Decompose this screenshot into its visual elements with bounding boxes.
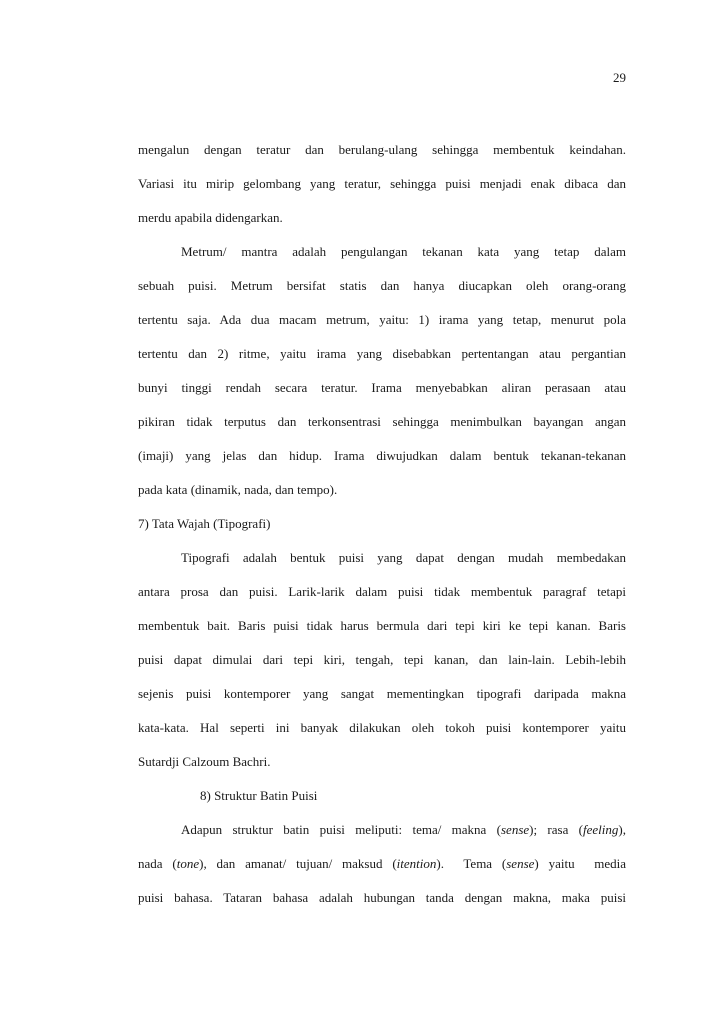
text-line: Sutardji Calzoum Bachri. — [138, 754, 271, 769]
term-italic: itention — [396, 856, 437, 871]
term-italic: tone — [176, 856, 200, 871]
text-line: tertentu dan 2) ritme, yaitu irama yang disebabkan pertentangan atau pergantian — [138, 346, 626, 361]
section-heading: 8) Struktur Batin Puisi — [200, 788, 318, 803]
text-line: tertentu saja. Ada dua macam metrum, yaitu: 1) irama yang tetap, menurut pola — [138, 312, 626, 327]
text-line: kata-kata. Hal seperti ini banyak dilakukan oleh tokoh puisi kontemporer yaitu — [138, 720, 626, 735]
text-line: Variasi itu mirip gelombang yang teratur, sehingga puisi menjadi enak dibaca dan — [138, 176, 626, 191]
section-heading: 7) Tata Wajah (Tipografi) — [138, 516, 271, 531]
text-line: membentuk bait. Baris puisi tidak harus bermula dari tepi kiri ke tepi kanan. Baris — [138, 618, 626, 633]
text-line: antara prosa dan puisi. Larik-larik dalam puisi tidak membentuk paragraf tetapi — [138, 584, 626, 599]
text-line: sejenis puisi kontemporer yang sangat mementingkan tipografi daripada makna — [138, 686, 626, 701]
text-line: merdu apabila didengarkan. — [138, 210, 283, 225]
page-number: 29 — [613, 70, 626, 85]
text-line: pikiran tidak terputus dan terkonsentrasi sehingga menimbulkan bayangan angan — [138, 414, 626, 429]
text-line: (imaji) yang jelas dan hidup. Irama diwujudkan dalam bentuk tekanan-tekanan — [138, 448, 626, 463]
term-italic: sense — [500, 822, 530, 837]
text-line: Metrum/ mantra adalah pengulangan tekanan kata yang tetap dalam — [181, 244, 626, 259]
text-line: bunyi tinggi rendah secara teratur. Irama menyebabkan aliran perasaan atau — [138, 380, 626, 395]
text-line: sebuah puisi. Metrum bersifat statis dan hanya diucapkan oleh orang-orang — [138, 278, 626, 293]
text-line: pada kata (dinamik, nada, dan tempo). — [138, 482, 338, 497]
text-line: Adapun struktur batin puisi meliputi: tema/ makna (sense); rasa (feeling), — [181, 822, 626, 837]
text-line: Tipografi adalah bentuk puisi yang dapat dengan mudah membedakan — [181, 550, 626, 565]
text-line: puisi dapat dimulai dari tepi kiri, tengah, tepi kanan, dan lain-lain. Lebih-lebih — [138, 652, 626, 667]
text-line: mengalun dengan teratur dan berulang-ulang sehingga membentuk keindahan. — [138, 142, 626, 157]
term-italic: feeling — [583, 822, 619, 837]
text-line: nada (tone), dan amanat/ tujuan/ maksud (itention). Tema (sense) yaitu media — [138, 856, 627, 871]
text-line: puisi bahasa. Tataran bahasa adalah hubungan tanda dengan makna, maka puisi — [138, 890, 626, 905]
term-italic: sense — [506, 856, 535, 871]
